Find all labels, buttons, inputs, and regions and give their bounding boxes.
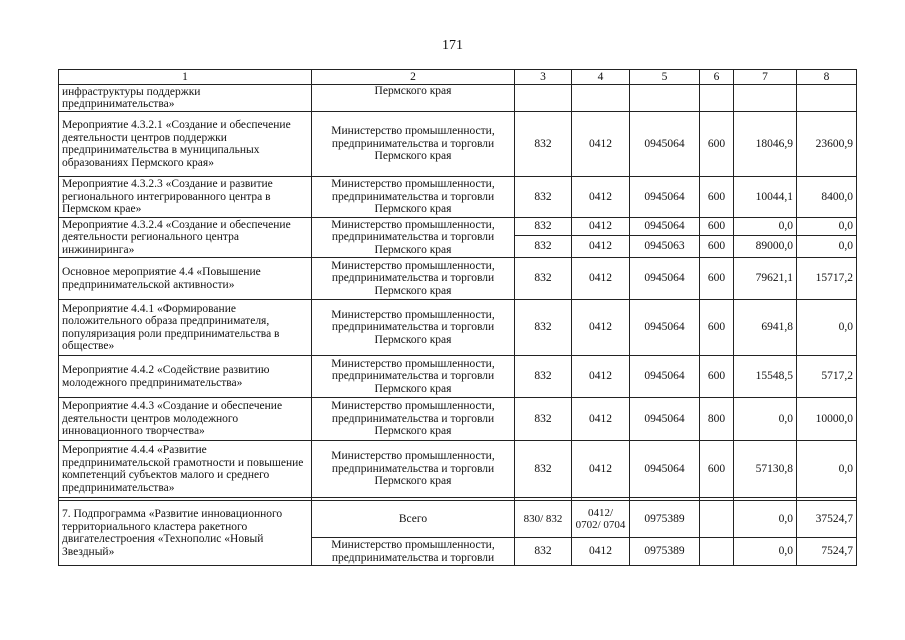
column-header: 5: [630, 70, 700, 85]
row-col7: 0,0: [734, 501, 797, 538]
row-name: Мероприятие 4.4.4 «Развитие предпринимательской грамотности и повышение компетенций субъектов малого и среднего предпринимательства»: [59, 441, 312, 498]
row-col5: 0945064: [630, 398, 700, 441]
row-col3: 832: [515, 538, 572, 566]
budget-table: [58, 69, 857, 566]
column-header: 7: [734, 70, 797, 85]
row-name: 7. Подпрограмма «Развитие инновационного территориального кластера ракетного двигателестроения «Технополис «Новый Звездный»: [59, 501, 312, 566]
row-col7: 0,0: [734, 218, 797, 236]
header-row: [59, 70, 857, 85]
row-col7: [734, 85, 797, 112]
row-col8: 5717,2: [797, 356, 857, 398]
row-col3: 830/ 832: [515, 501, 572, 538]
table-row: [59, 112, 857, 177]
row-col5: 0945064: [630, 218, 700, 236]
column-header: 4: [572, 70, 630, 85]
row-col6: 600: [700, 258, 734, 300]
row-name: Мероприятие 4.4.1 «Формирование положительного образа предпринимателя, популяризация роли предпринимательства в обществе»: [59, 300, 312, 356]
row-name: Мероприятие 4.3.2.1 «Создание и обеспечение деятельности центров поддержки предпринимательства в муниципальных образованиях Пермского края»: [59, 112, 312, 177]
row-col3: 832: [515, 177, 572, 218]
row-col4: 0412: [572, 300, 630, 356]
row-executor: Министерство промышленности, предпринимательства и торговли Пермского края: [312, 258, 515, 300]
row-executor: Министерство промышленности, предпринимательства и торговли Пермского края: [312, 112, 515, 177]
row-col4: 0412: [572, 112, 630, 177]
row-col8: 8400,0: [797, 177, 857, 218]
row-name: Мероприятие 4.3.2.3 «Создание и развитие регионального интегрированного центра в Пермском крае»: [59, 177, 312, 218]
row-col8: 10000,0: [797, 398, 857, 441]
table-row: [59, 177, 857, 218]
row-col5: [630, 85, 700, 112]
row-col6: 600: [700, 177, 734, 218]
row-col8: 0,0: [797, 218, 857, 236]
row-col7: 6941,8: [734, 300, 797, 356]
row-col8: 0,0: [797, 236, 857, 258]
row-col8: 0,0: [797, 300, 857, 356]
row-col5: 0945064: [630, 112, 700, 177]
row-col3: 832: [515, 236, 572, 258]
row-col6: [700, 538, 734, 566]
table-row: [59, 441, 857, 498]
row-col3: 832: [515, 300, 572, 356]
row-executor: Министерство промышленности, предпринимательства и торговли Пермского края: [312, 177, 515, 218]
row-col3: 832: [515, 398, 572, 441]
row-col5: 0975389: [630, 538, 700, 566]
row-col5: 0945064: [630, 258, 700, 300]
column-header: 3: [515, 70, 572, 85]
row-col8: 15717,2: [797, 258, 857, 300]
row-col4: 0412: [572, 218, 630, 236]
row-executor: Министерство промышленности, предпринимательства и торговли Пермского края: [312, 356, 515, 398]
row-col3: 832: [515, 112, 572, 177]
row-col8: [797, 85, 857, 112]
row-col3: 832: [515, 356, 572, 398]
row-col3: 832: [515, 441, 572, 498]
row-executor: Министерство промышленности, предпринимательства и торговли Пермского края: [312, 441, 515, 498]
row-col6: 600: [700, 112, 734, 177]
row-col3: 832: [515, 258, 572, 300]
table-row: [59, 300, 857, 356]
column-header: 6: [700, 70, 734, 85]
row-col6: [700, 501, 734, 538]
row-col4: 0412: [572, 398, 630, 441]
row-col4: 0412: [572, 538, 630, 566]
row-col4: 0412: [572, 441, 630, 498]
row-executor: Пермского края: [312, 85, 515, 112]
row-col7: 0,0: [734, 538, 797, 566]
row-col7: 10044,1: [734, 177, 797, 218]
row-col4: 0412: [572, 236, 630, 258]
row-col8: 23600,9: [797, 112, 857, 177]
table-row: [59, 356, 857, 398]
row-executor: Министерство промышленности, предпринимательства и торговли: [312, 538, 515, 566]
row-col7: 15548,5: [734, 356, 797, 398]
row-col5: 0945063: [630, 236, 700, 258]
row-executor: Министерство промышленности, предпринимательства и торговли Пермского края: [312, 218, 515, 258]
row-col5: 0945064: [630, 177, 700, 218]
row-col7: 79621,1: [734, 258, 797, 300]
row-name: инфраструктуры поддержки предпринимательства»: [59, 85, 312, 112]
table-row: [59, 258, 857, 300]
column-header: 2: [312, 70, 515, 85]
row-col6: 600: [700, 441, 734, 498]
row-col6: 600: [700, 236, 734, 258]
page-number: 171: [442, 38, 463, 53]
table-row: [59, 501, 857, 538]
row-col4: [572, 85, 630, 112]
row-col3: 832: [515, 218, 572, 236]
row-name: Мероприятие 4.3.2.4 «Создание и обеспечение деятельности регионального центра инжиниринга»: [59, 218, 312, 258]
table-row: [59, 398, 857, 441]
row-col5: 0975389: [630, 501, 700, 538]
row-col7: 0,0: [734, 398, 797, 441]
row-name: Мероприятие 4.4.2 «Содействие развитию молодежного предпринимательства»: [59, 356, 312, 398]
row-col8: 7524,7: [797, 538, 857, 566]
row-name: Мероприятие 4.4.3 «Создание и обеспечение деятельности центров молодежного инновационного творчества»: [59, 398, 312, 441]
column-header: 1: [59, 70, 312, 85]
row-col8: 0,0: [797, 441, 857, 498]
row-name: Основное мероприятие 4.4 «Повышение предпринимательской активности»: [59, 258, 312, 300]
row-col5: 0945064: [630, 441, 700, 498]
row-col6: 600: [700, 300, 734, 356]
row-col3: [515, 85, 572, 112]
row-executor: Министерство промышленности, предпринимательства и торговли Пермского края: [312, 300, 515, 356]
row-executor: Министерство промышленности, предпринимательства и торговли Пермского края: [312, 398, 515, 441]
row-col6: [700, 85, 734, 112]
row-col5: 0945064: [630, 300, 700, 356]
row-col8: 37524,7: [797, 501, 857, 538]
row-col4: 0412: [572, 356, 630, 398]
row-col4: 0412: [572, 258, 630, 300]
row-executor: Всего: [312, 501, 515, 538]
row-col7: 57130,8: [734, 441, 797, 498]
row-col7: 18046,9: [734, 112, 797, 177]
row-col4: 0412: [572, 177, 630, 218]
table-row: [59, 85, 857, 112]
table-row: [59, 218, 857, 236]
row-col6: 600: [700, 218, 734, 236]
row-col4: 0412/ 0702/ 0704: [572, 501, 630, 538]
row-col7: 89000,0: [734, 236, 797, 258]
column-header: 8: [797, 70, 857, 85]
row-col6: 800: [700, 398, 734, 441]
row-col6: 600: [700, 356, 734, 398]
row-col5: 0945064: [630, 356, 700, 398]
